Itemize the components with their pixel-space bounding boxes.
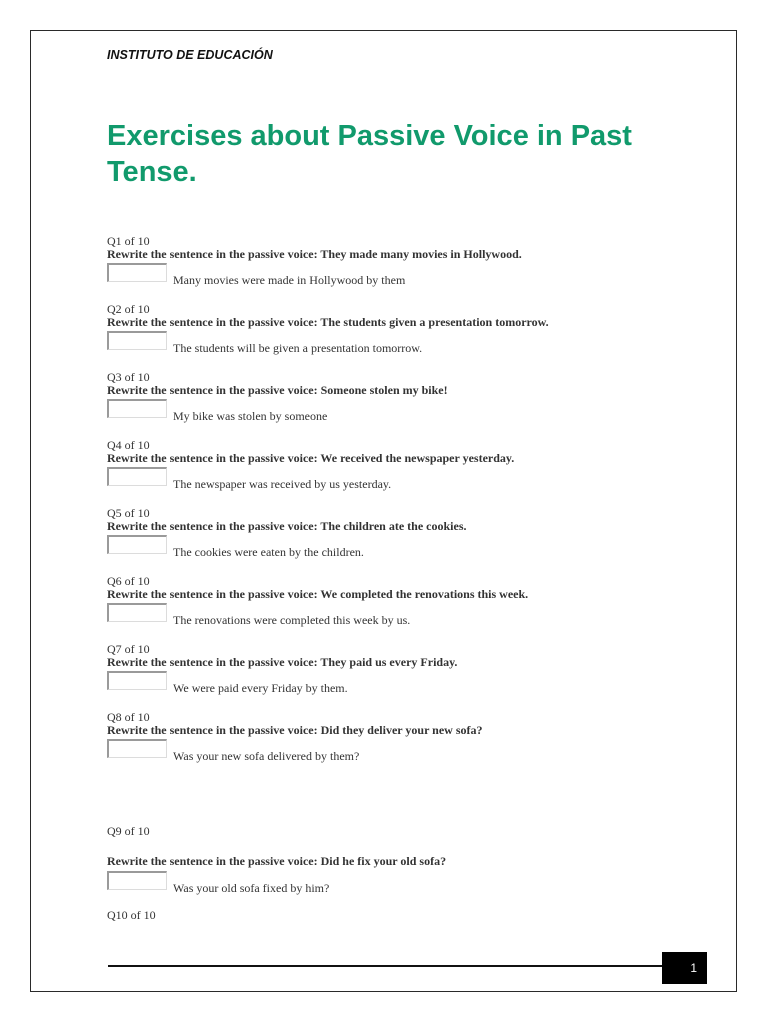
answer-row <box>107 467 707 491</box>
answer-text: Many movies were made in Hollywood by them <box>173 273 406 287</box>
answer-text: We were paid every Friday by them. <box>173 681 348 695</box>
question-number: Q7 of 10 <box>107 642 150 656</box>
answer-text: Was your new sofa delivered by them? <box>173 749 360 763</box>
answer-text: My bike was stolen by someone <box>173 409 328 423</box>
answer-input[interactable] <box>107 871 167 890</box>
answer-input[interactable] <box>107 739 167 758</box>
answer-input[interactable] <box>107 399 167 418</box>
question-1 <box>107 234 707 287</box>
answer-row <box>107 331 707 355</box>
answer-input[interactable] <box>107 331 167 350</box>
question-6 <box>107 574 707 627</box>
question-prompt: Rewrite the sentence in the passive voice: Someone stolen my bike! <box>107 383 448 397</box>
question-prompt: Rewrite the sentence in the passive voice: The children ate the cookies. <box>107 519 467 533</box>
question-number: Q10 of 10 <box>107 908 156 922</box>
answer-input[interactable] <box>107 671 167 690</box>
question-prompt: Rewrite the sentence in the passive voice: We completed the renovations this week. <box>107 587 529 601</box>
question-number: Q3 of 10 <box>107 370 150 384</box>
question-9 <box>107 825 707 838</box>
question-7 <box>107 642 707 695</box>
answer-input[interactable] <box>107 603 167 622</box>
page-title: Exercises about Passive Voice in Past Tense. <box>107 120 632 188</box>
question-number: Q8 of 10 <box>107 710 150 724</box>
answer-text: Was your old sofa fixed by him? <box>173 881 330 895</box>
answer-text: The cookies were eaten by the children. <box>173 545 364 559</box>
question-prompt: Rewrite the sentence in the passive voice: Did he fix your old sofa? <box>107 854 447 868</box>
question-number: Q5 of 10 <box>107 506 150 520</box>
question-number: Q2 of 10 <box>107 302 150 316</box>
question-number: Q4 of 10 <box>107 438 150 452</box>
question-prompt: Rewrite the sentence in the passive voice: They made many movies in Hollywood. <box>107 247 522 261</box>
answer-row <box>107 399 707 423</box>
answer-row <box>107 535 707 559</box>
question-8 <box>107 710 707 763</box>
question-9-answer <box>107 870 707 895</box>
answer-row <box>107 671 707 695</box>
footer-rule <box>108 965 664 967</box>
answer-row <box>107 871 707 895</box>
question-number: Q6 of 10 <box>107 574 150 588</box>
question-5 <box>107 506 707 559</box>
answer-row <box>107 263 707 287</box>
question-prompt: Rewrite the sentence in the passive voice: The students given a presentation tomorrow. <box>107 315 549 329</box>
question-number: Q1 of 10 <box>107 234 150 248</box>
question-10 <box>107 909 707 922</box>
question-prompt: Rewrite the sentence in the passive voice: We received the newspaper yesterday. <box>107 451 515 465</box>
answer-row <box>107 739 707 763</box>
answer-row <box>107 603 707 627</box>
answer-input[interactable] <box>107 263 167 282</box>
question-4 <box>107 438 707 491</box>
question-2 <box>107 302 707 355</box>
question-prompt: Rewrite the sentence in the passive voice: Did they deliver your new sofa? <box>107 723 483 737</box>
answer-input[interactable] <box>107 467 167 486</box>
institute-header: INSTITUTO DE EDUCACIÓN <box>107 48 273 62</box>
question-number: Q9 of 10 <box>107 824 150 838</box>
question-3 <box>107 370 707 423</box>
answer-text: The renovations were completed this week by us. <box>173 613 411 627</box>
answer-text: The students will be given a presentation tomorrow. <box>173 341 423 355</box>
answer-input[interactable] <box>107 535 167 554</box>
answer-text: The newspaper was received by us yesterday. <box>173 477 392 491</box>
question-prompt: Rewrite the sentence in the passive voice: They paid us every Friday. <box>107 655 458 669</box>
page-number-badge: 1 <box>662 952 707 984</box>
